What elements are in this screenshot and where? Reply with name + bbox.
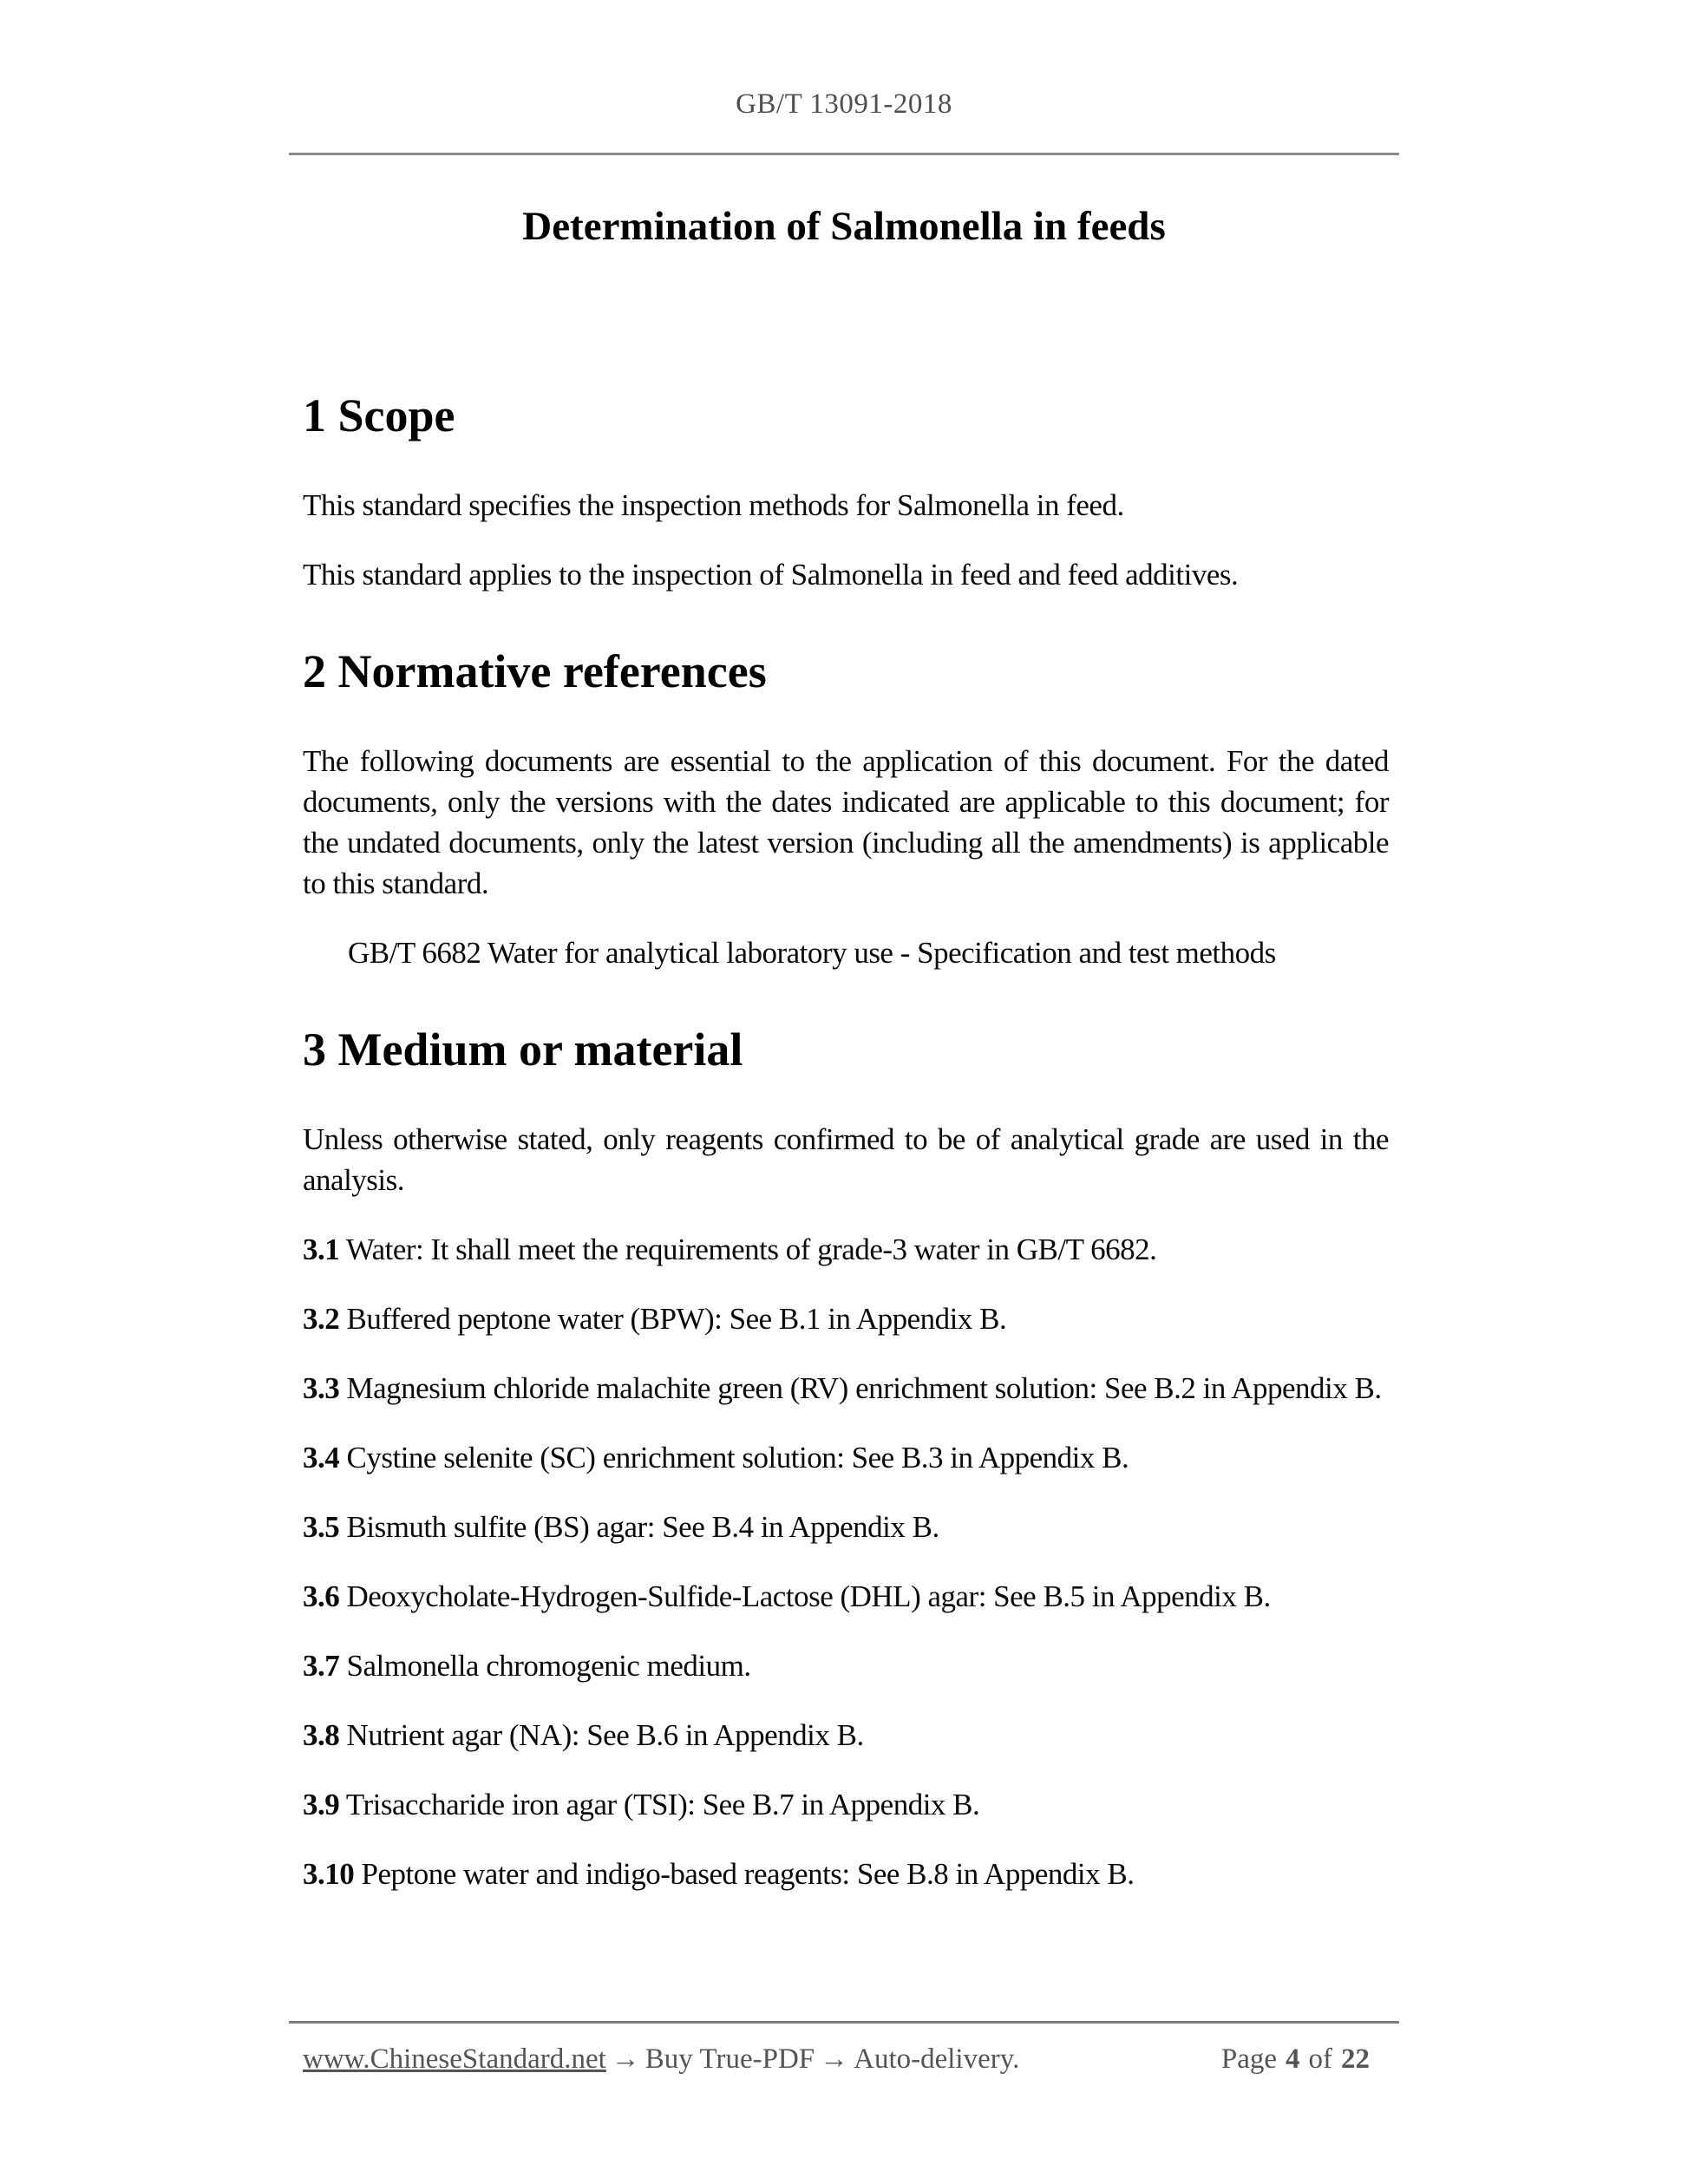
medium-item: [303, 1576, 1389, 1617]
item-number: 3.2: [303, 1302, 340, 1336]
item-text: Nutrient agar (NA): See B.6 in Appendix B.: [346, 1718, 864, 1752]
normative-references-paragraph: The following documents are essential to the application of this document. For the dated documents, only the versions with the dates indicated are applicable to this document; for the undated documents, only the latest version (including all the amendments) is applicable to this standard.: [303, 744, 1389, 900]
item-number: 3.8: [303, 1718, 340, 1752]
item-text: Peptone water and indigo-based reagents: See B.8 in Appendix B.: [361, 1857, 1135, 1891]
medium-item: [303, 1645, 1389, 1686]
footer-divider: [289, 2021, 1399, 2024]
of-label: of: [1308, 2043, 1332, 2075]
item-text: Cystine selenite (SC) enrichment solution: See B.3 in Appendix B.: [346, 1441, 1129, 1475]
item-number: 3.5: [303, 1510, 340, 1544]
footer-action-delivery: Auto-delivery.: [854, 2043, 1020, 2075]
item-number: 3.4: [303, 1441, 340, 1475]
item-text: Deoxycholate-Hydrogen-Sulfide-Lactose (DHL) agar: See B.5 in Appendix B.: [346, 1579, 1271, 1613]
item-number: 3.7: [303, 1649, 340, 1683]
section-heading-medium-or-material: 3 Medium or material: [303, 1023, 743, 1076]
footer-left: [303, 2041, 1019, 2077]
item-text: Water: It shall meet the requirements of grade-3 water in GB/T 6682.: [345, 1233, 1157, 1266]
page-total: 22: [1341, 2043, 1370, 2075]
item-number: 3.9: [303, 1788, 340, 1821]
header-divider: [289, 153, 1399, 155]
medium-item: [303, 1229, 1389, 1270]
medium-item: [303, 1715, 1389, 1756]
medium-intro-paragraph: Unless otherwise stated, only reagents confirmed to be of analytical grade are used in the analysis.: [303, 1122, 1389, 1197]
item-text: Salmonella chromogenic medium.: [346, 1649, 751, 1683]
medium-item: [303, 1854, 1389, 1894]
medium-item: [303, 1784, 1389, 1825]
item-text: Buffered peptone water (BPW): See B.1 in Appendix B.: [346, 1302, 1007, 1336]
medium-item: [303, 1368, 1389, 1409]
medium-item: [303, 1298, 1389, 1339]
section-heading-scope: 1 Scope: [303, 389, 455, 441]
page-footer: [289, 2021, 1399, 2077]
footer-row: [289, 2041, 1399, 2077]
item-number: 3.1: [303, 1233, 340, 1266]
arrow-icon: →: [820, 2043, 849, 2075]
item-number: 3.3: [303, 1371, 340, 1405]
normative-reference-entry: GB/T 6682 Water for analytical laboratory use - Specification and test methods: [348, 936, 1276, 970]
item-number: 3.6: [303, 1579, 340, 1613]
item-text: Trisaccharide iron agar (TSI): See B.7 in Appendix B.: [345, 1788, 980, 1821]
site-link[interactable]: www.ChineseStandard.net: [303, 2043, 606, 2075]
page-content: [289, 0, 1399, 1923]
item-text: Bismuth sulfite (BS) agar: See B.4 in Appendix B.: [346, 1510, 939, 1544]
document-title: Determination of Salmonella in feeds: [522, 204, 1166, 249]
section-heading-normative-references: 2 Normative references: [303, 645, 767, 697]
medium-item: [303, 1437, 1389, 1478]
arrow-icon: →: [611, 2043, 640, 2075]
scope-paragraph-1: This standard specifies the inspection methods for Salmonella in feed.: [303, 488, 1124, 522]
page-number: 4: [1286, 2043, 1300, 2075]
document-number: GB/T 13091-2018: [736, 88, 952, 120]
page-label: Page: [1220, 2043, 1277, 2075]
item-number: 3.10: [303, 1857, 355, 1891]
item-text: Magnesium chloride malachite green (RV) enrichment solution: See B.2 in Appendix B.: [346, 1371, 1382, 1405]
scope-paragraph-2: This standard applies to the inspection of Salmonella in feed and feed additives.: [303, 558, 1239, 592]
footer-action-buy: Buy True-PDF: [644, 2043, 815, 2075]
medium-item: [303, 1507, 1389, 1547]
page-indicator: [1221, 2041, 1370, 2077]
